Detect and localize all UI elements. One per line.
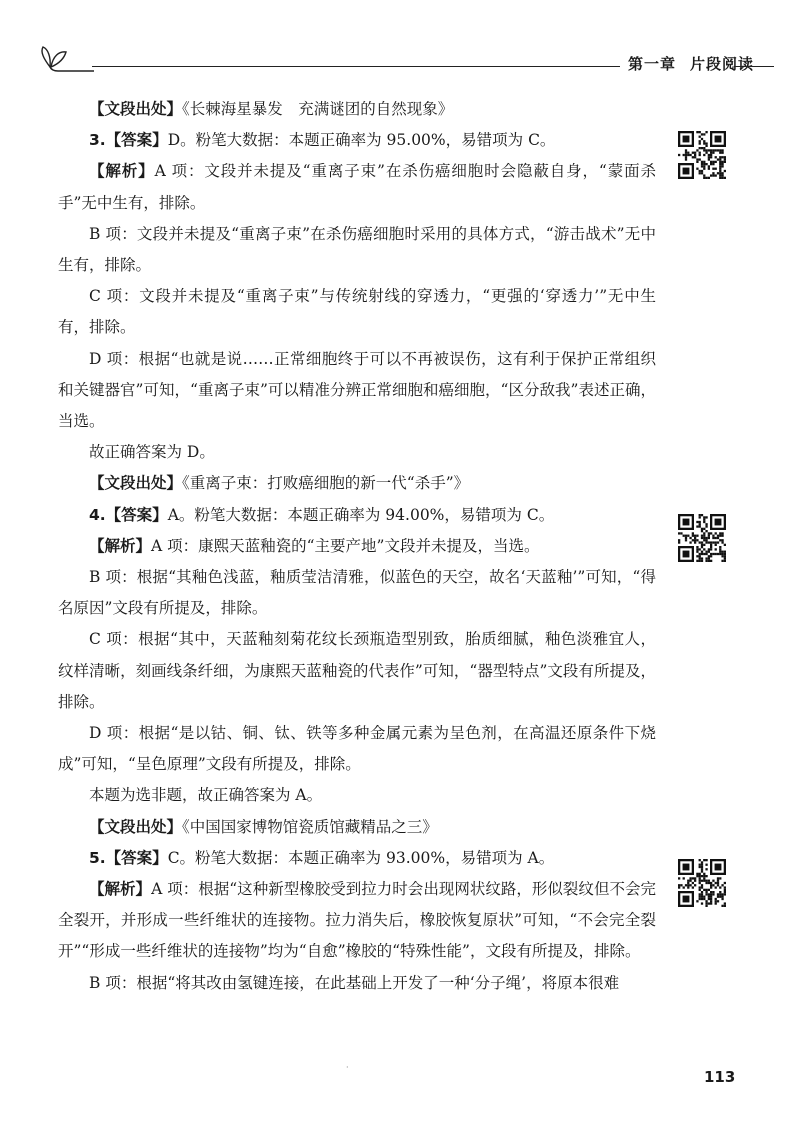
- section-tag: 5.【答案】: [89, 848, 168, 867]
- print-mark: ·: [346, 1063, 349, 1072]
- paragraph: [58, 125, 656, 156]
- paragraph: [58, 843, 656, 874]
- paragraph: [58, 874, 656, 968]
- paragraph: [58, 562, 656, 624]
- section-tag: 【文段出处】: [89, 100, 183, 118]
- qr-code-icon[interactable]: [678, 514, 726, 562]
- qr-code-icon[interactable]: [678, 131, 726, 179]
- paragraph-text: B 项：根据“将其改由氢键连接，在此基础上开发了一种‘分子绳’，将原本很难: [89, 973, 620, 992]
- paragraph-text: A 项：康熙天蓝釉瓷的“主要产地”文段并未提及，当选。: [151, 536, 540, 555]
- paragraph-text: B 项：根据“其釉色浅蓝，釉质莹洁清雅，似蓝色的天空，故名‘天蓝釉’”可知，“得名原因”文段有所提及，排除。: [58, 568, 656, 618]
- paragraph-text: C 项：文段并未提及“重离子束”与传统射线的穿透力，“更强的‘穿透力’”无中生有，排除。: [58, 287, 656, 337]
- chapter-label: 第一章: [628, 55, 677, 73]
- paragraph: [58, 156, 656, 218]
- paragraph-text: 故正确答案为 D。: [89, 443, 215, 462]
- paragraph: [58, 437, 656, 468]
- paragraph: [58, 281, 656, 343]
- header-rule: [92, 66, 620, 67]
- paragraph: [58, 780, 656, 811]
- section-tag: 【解析】: [89, 536, 152, 555]
- paragraph-text: A。粉笔大数据：本题正确率为 94.00%，易错项为 C。: [167, 505, 555, 524]
- section-tag: 【文段出处】: [89, 474, 183, 493]
- paragraph-text: A 项：根据“这种新型橡胶受到拉力时会出现网状纹路，形似裂纹但不会完全裂开，并形成一些纤维状的连接物。拉力消失后，橡胶恢复原状”可知，“不会完全裂开”“形成一些纤维状的连接物”均为“自愈”橡胶的“特殊性能”，文段有所提及，排除。: [58, 880, 656, 961]
- section-tag: 【解析】: [89, 880, 152, 899]
- section-tag: 4.【答案】: [89, 505, 168, 524]
- running-header: [36, 40, 776, 80]
- paragraph-text: C。粉笔大数据：本题正确率为 93.00%，易错项为 A。: [167, 848, 555, 867]
- paragraph: [58, 812, 656, 843]
- paragraph-text: D 项：根据“也就是说……正常细胞终于可以不再被误伤，这有利于保护正常组织和关键器官”可知，“重离子束”可以精准分辨正常细胞和癌细胞，“区分敌我”表述正确，当选。: [58, 349, 656, 431]
- paragraph: [58, 468, 656, 499]
- section-tag: 【解析】: [89, 162, 155, 181]
- paragraph-text: A 项：文段并未提及“重离子束”在杀伤癌细胞时会隐蔽自身，“蒙面杀手”无中生有，排除。: [58, 162, 656, 212]
- paragraph-text: 本题为选非题，故正确答案为 A。: [89, 786, 323, 805]
- paragraph-text: D。粉笔大数据：本题正确率为 95.00%，易错项为 C。: [167, 131, 556, 150]
- page-number: 113: [704, 1068, 736, 1086]
- paragraph: [58, 968, 656, 999]
- header-rule-end: [734, 66, 774, 67]
- paragraph-text: 《重离子束：打败癌细胞的新一代“杀手”》: [182, 474, 470, 493]
- answer-text: [58, 94, 656, 999]
- paragraph-text: B 项：文段并未提及“重离子束”在杀伤癌细胞时采用的具体方式，“游击战术”无中生有，排除。: [58, 224, 656, 275]
- paragraph: [58, 718, 656, 780]
- paragraph-text: C 项：根据“其中，天蓝釉刻菊花纹长颈瓶造型别致，胎质细腻，釉色淡雅宜人，纹样清晰，刻画线条纤细，为康熙天蓝釉瓷的代表作”可知，“器型特点”文段有所提及，排除。: [58, 630, 656, 711]
- paragraph-text: 《中国国家博物馆瓷质馆藏精品之三》: [182, 817, 438, 836]
- section-tag: 3.【答案】: [89, 131, 168, 150]
- header-title: [628, 53, 754, 74]
- paragraph: [58, 531, 656, 562]
- qr-code-icon[interactable]: [678, 859, 726, 907]
- paragraph: [58, 219, 656, 281]
- paragraph: [58, 500, 656, 531]
- section-tag: 【文段出处】: [89, 817, 183, 836]
- leaf-icon: [36, 40, 96, 74]
- paragraph: [58, 624, 656, 718]
- paragraph-text: D 项：根据“是以钴、铜、钛、铁等多种金属元素为呈色剂，在高温还原条件下烧成”可知，“呈色原理”文段有所提及，排除。: [58, 724, 656, 774]
- paragraph: [58, 94, 656, 125]
- section-label: 片段阅读: [690, 55, 755, 73]
- paragraph-text: 《长棘海星暴发 充满谜团的自然现象》: [182, 100, 454, 118]
- paragraph: [58, 344, 656, 438]
